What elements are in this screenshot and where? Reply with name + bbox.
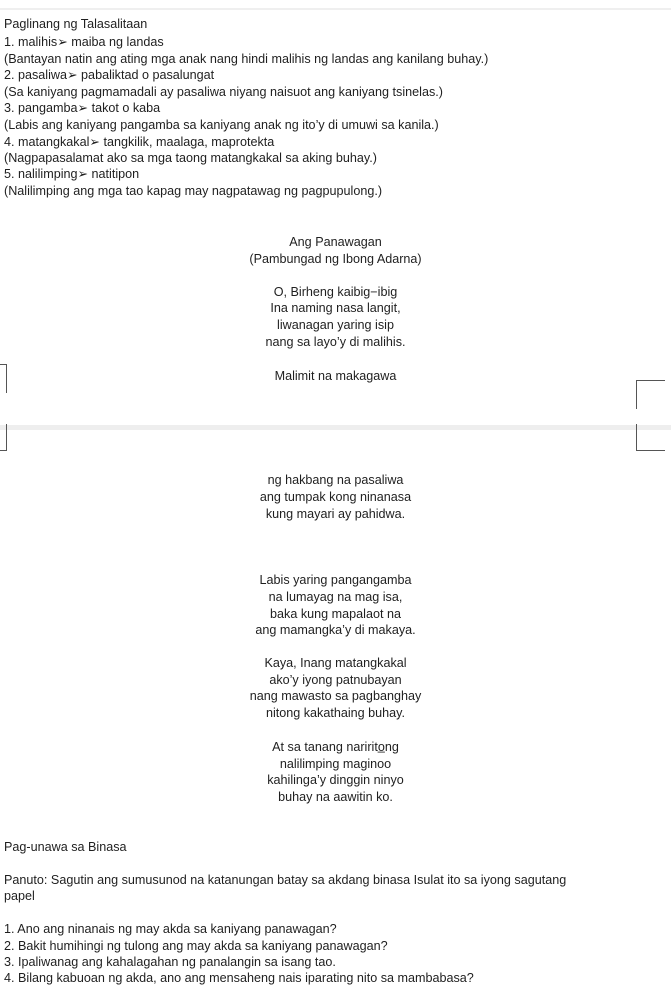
- poem-line: kung mayari ay pahidwa.: [265, 507, 406, 521]
- vocab-word-4: 4. matangkakal➢ tangkilik, maalaga, maprotekta: [4, 135, 275, 149]
- vocabulary-heading: Paglinang ng Talasalitaan: [4, 17, 148, 31]
- comprehension-heading: Pag-unawa sa Binasa: [4, 840, 127, 854]
- question-4: 4. Bilang kabuoan ng akda, ano ang mensaheng nais iparating nito sa mambabasa?: [4, 971, 474, 985]
- question-2: 2. Bakit humihingi ng tulong ang may akda sa kaniyang panawagan?: [4, 939, 388, 953]
- poem-line: ng hakbang na pasaliwa: [267, 473, 404, 487]
- poem-subtitle: (Pambungad ng Ibong Adarna): [249, 252, 422, 266]
- poem-line: nang sa layo’y di malihis.: [265, 335, 406, 349]
- page-corner-mark: [0, 424, 7, 451]
- poem-line: ang mamangka’y di makaya.: [255, 623, 416, 637]
- poem-line: kahilinga’y dinggin ninyo: [267, 773, 404, 787]
- question-3: 3. Ipaliwanag ang kahalagahan ng panalangin sa isang tao.: [4, 955, 336, 969]
- poem-line: liwanagan yaring isip: [277, 318, 394, 332]
- poem-line: At sa tanang naririto̲ng: [272, 740, 399, 754]
- poem-line: O, Birheng kaibig−ibig: [273, 285, 398, 299]
- page-corner-mark: [636, 424, 665, 451]
- poem-line: buhay na aawitin ko.: [278, 790, 393, 804]
- page-two: [0, 432, 671, 997]
- poem-title: Ang Panawagan: [289, 235, 382, 249]
- poem-line: baka kung mapalaot na: [270, 607, 401, 621]
- poem-line: Ina naming nasa langit,: [270, 301, 401, 315]
- vocab-word-3: 3. pangamba➢ takot o kaba: [4, 101, 161, 115]
- top-divider: [0, 8, 671, 10]
- poem-line: Kaya, Inang matangkakal: [264, 656, 407, 670]
- page-corner-mark: [636, 380, 665, 409]
- instructions-line: Panuto: Sagutin ang sumusunod na katanungan batay sa akdang binasa Isulat ito sa iyong sagutang: [4, 873, 567, 887]
- poem-line: Labis yaring pangangamba: [259, 573, 412, 587]
- vocab-sentence-2: (Sa kaniyang pagmamadali ay pasaliwa niyang naisuot ang kaniyang tsinelas.): [4, 85, 443, 99]
- vocab-sentence-1: (Bantayan natin ang ating mga anak nang hindi malihis ng landas ang kanilang buhay.): [4, 52, 489, 66]
- page-one: [0, 14, 671, 422]
- instructions-line: papel: [4, 889, 35, 903]
- poem-line: ako’y iyong patnubayan: [269, 673, 402, 687]
- poem-line: nalilimping maginoo: [279, 757, 392, 771]
- page-break: [0, 425, 671, 430]
- vocab-word-2: 2. pasaliwa➢ pabaliktad o pasalungat: [4, 68, 215, 82]
- poem-line: nang mawasto sa pagbanghay: [249, 689, 422, 703]
- page-corner-mark: [0, 364, 7, 393]
- poem-line: ang tumpak kong ninanasa: [259, 490, 412, 504]
- vocab-sentence-3: (Labis ang kaniyang pangamba sa kaniyang anak ng ito’y di umuwi sa kanila.): [4, 118, 439, 132]
- poem-line: Malimit na makagawa: [274, 369, 397, 383]
- vocab-word-1: 1. malihis➢ maiba ng landas: [4, 35, 164, 49]
- poem-line: na lumayag na mag isa,: [268, 590, 403, 604]
- vocab-sentence-5: (Nalilimping ang mga tao kapag may nagpatawag ng pagpupulong.): [4, 184, 383, 198]
- question-1: 1. Ano ang ninanais ng may akda sa kaniyang panawagan?: [4, 922, 337, 936]
- poem-line: nitong kakathaing buhay.: [265, 706, 406, 720]
- vocab-word-5: 5. nalilimping➢ natitipon: [4, 167, 140, 181]
- vocab-sentence-4: (Nagpapasalamat ako sa mga taong matangkakal sa aking buhay.): [4, 151, 377, 165]
